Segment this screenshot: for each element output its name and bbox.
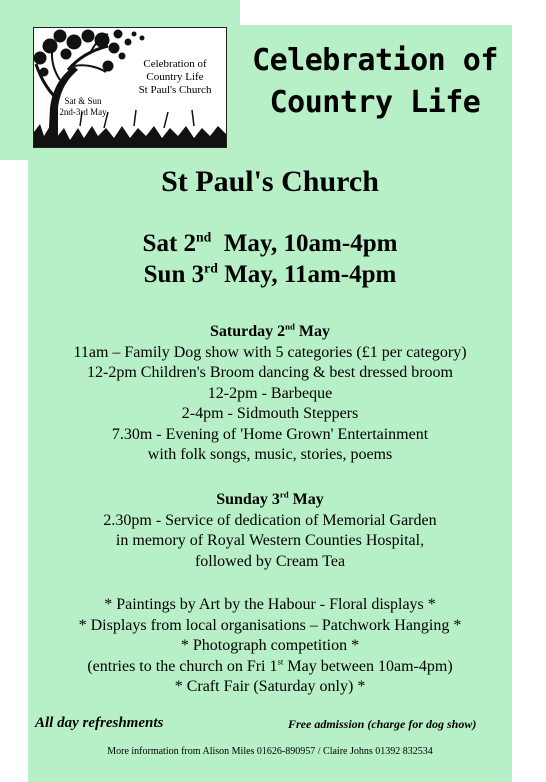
- extras-text: May between 10am-4pm): [283, 657, 453, 675]
- programme-item: 11am – Family Dog show with 5 categories (£1 per category): [73, 343, 467, 361]
- programme-item: followed by Cream Tea: [194, 552, 346, 570]
- refreshments-note: All day refreshments: [35, 715, 164, 731]
- saturday-programme: [28, 322, 512, 466]
- date-ordinal: nd: [196, 229, 212, 245]
- poster-title: [236, 40, 514, 124]
- logo-dates-line: Sat & Sun: [64, 96, 102, 106]
- extras-ordinal: st: [277, 656, 284, 667]
- date-text: Sun 3: [143, 261, 205, 288]
- extras-item: * Craft Fair (Saturday only) *: [174, 678, 366, 695]
- event-dates: [28, 228, 512, 290]
- logo-dates: [48, 96, 118, 118]
- logo-caption-line: Country Life: [146, 71, 204, 83]
- extras-item: * Displays from local organisations – Patchwork Hanging *: [78, 616, 462, 634]
- programme-item: 2.30pm - Service of dedication of Memorial Garden: [103, 511, 437, 529]
- event-logo: [33, 27, 227, 148]
- admission-note: Free admission (charge for dog show): [288, 717, 477, 731]
- heading-text: Sunday 3: [216, 491, 280, 508]
- heading-text: May: [294, 323, 331, 340]
- title-line: Country Life: [269, 85, 481, 120]
- logo-dates-line: 2nd-3rd May: [59, 107, 107, 117]
- heading-text: May: [288, 491, 324, 508]
- sunday-heading: [28, 490, 512, 511]
- extras-item: [28, 657, 512, 678]
- date-text: May, 11am-4pm: [217, 261, 397, 288]
- date-text: May, 10am-4pm: [211, 230, 398, 257]
- date-text: Sat 2: [142, 230, 197, 257]
- logo-caption-line: Celebration of: [143, 58, 207, 70]
- venue-heading: St Paul's Church: [161, 165, 379, 198]
- programme-item: 2-4pm - Sidmouth Steppers: [181, 405, 359, 422]
- date-saturday: [28, 228, 512, 259]
- extras-list: [28, 595, 512, 698]
- logo-caption-line: St Paul's Church: [138, 84, 212, 96]
- programme-item: in memory of Royal Western Counties Hospital,: [115, 532, 425, 549]
- programme-item: 12-2pm Children's Broom dancing & best dressed broom: [87, 364, 453, 381]
- contact-info: More information from Alison Miles 01626-890957 / Claire Johns 01392 832534: [107, 746, 433, 757]
- heading-text: Saturday 2: [209, 323, 286, 340]
- sunday-programme: [28, 490, 512, 572]
- heading-ordinal: rd: [279, 489, 289, 500]
- logo-caption: [126, 58, 224, 97]
- date-sunday: [28, 259, 512, 290]
- date-ordinal: rd: [204, 260, 218, 276]
- heading-ordinal: nd: [285, 321, 295, 332]
- extras-item: * Photograph competition *: [180, 637, 360, 654]
- extras-text: (entries to the church on Fri 1: [87, 657, 278, 675]
- extras-item: * Paintings by Art by the Habour - Floral displays *: [104, 596, 436, 613]
- saturday-heading: [28, 322, 512, 343]
- programme-item: with folk songs, music, stories, poems: [147, 446, 393, 463]
- programme-item: 7.30m - Evening of 'Home Grown' Entertainment: [111, 425, 429, 443]
- programme-item: 12-2pm - Barbeque: [207, 384, 333, 402]
- title-line: Celebration of: [252, 43, 498, 78]
